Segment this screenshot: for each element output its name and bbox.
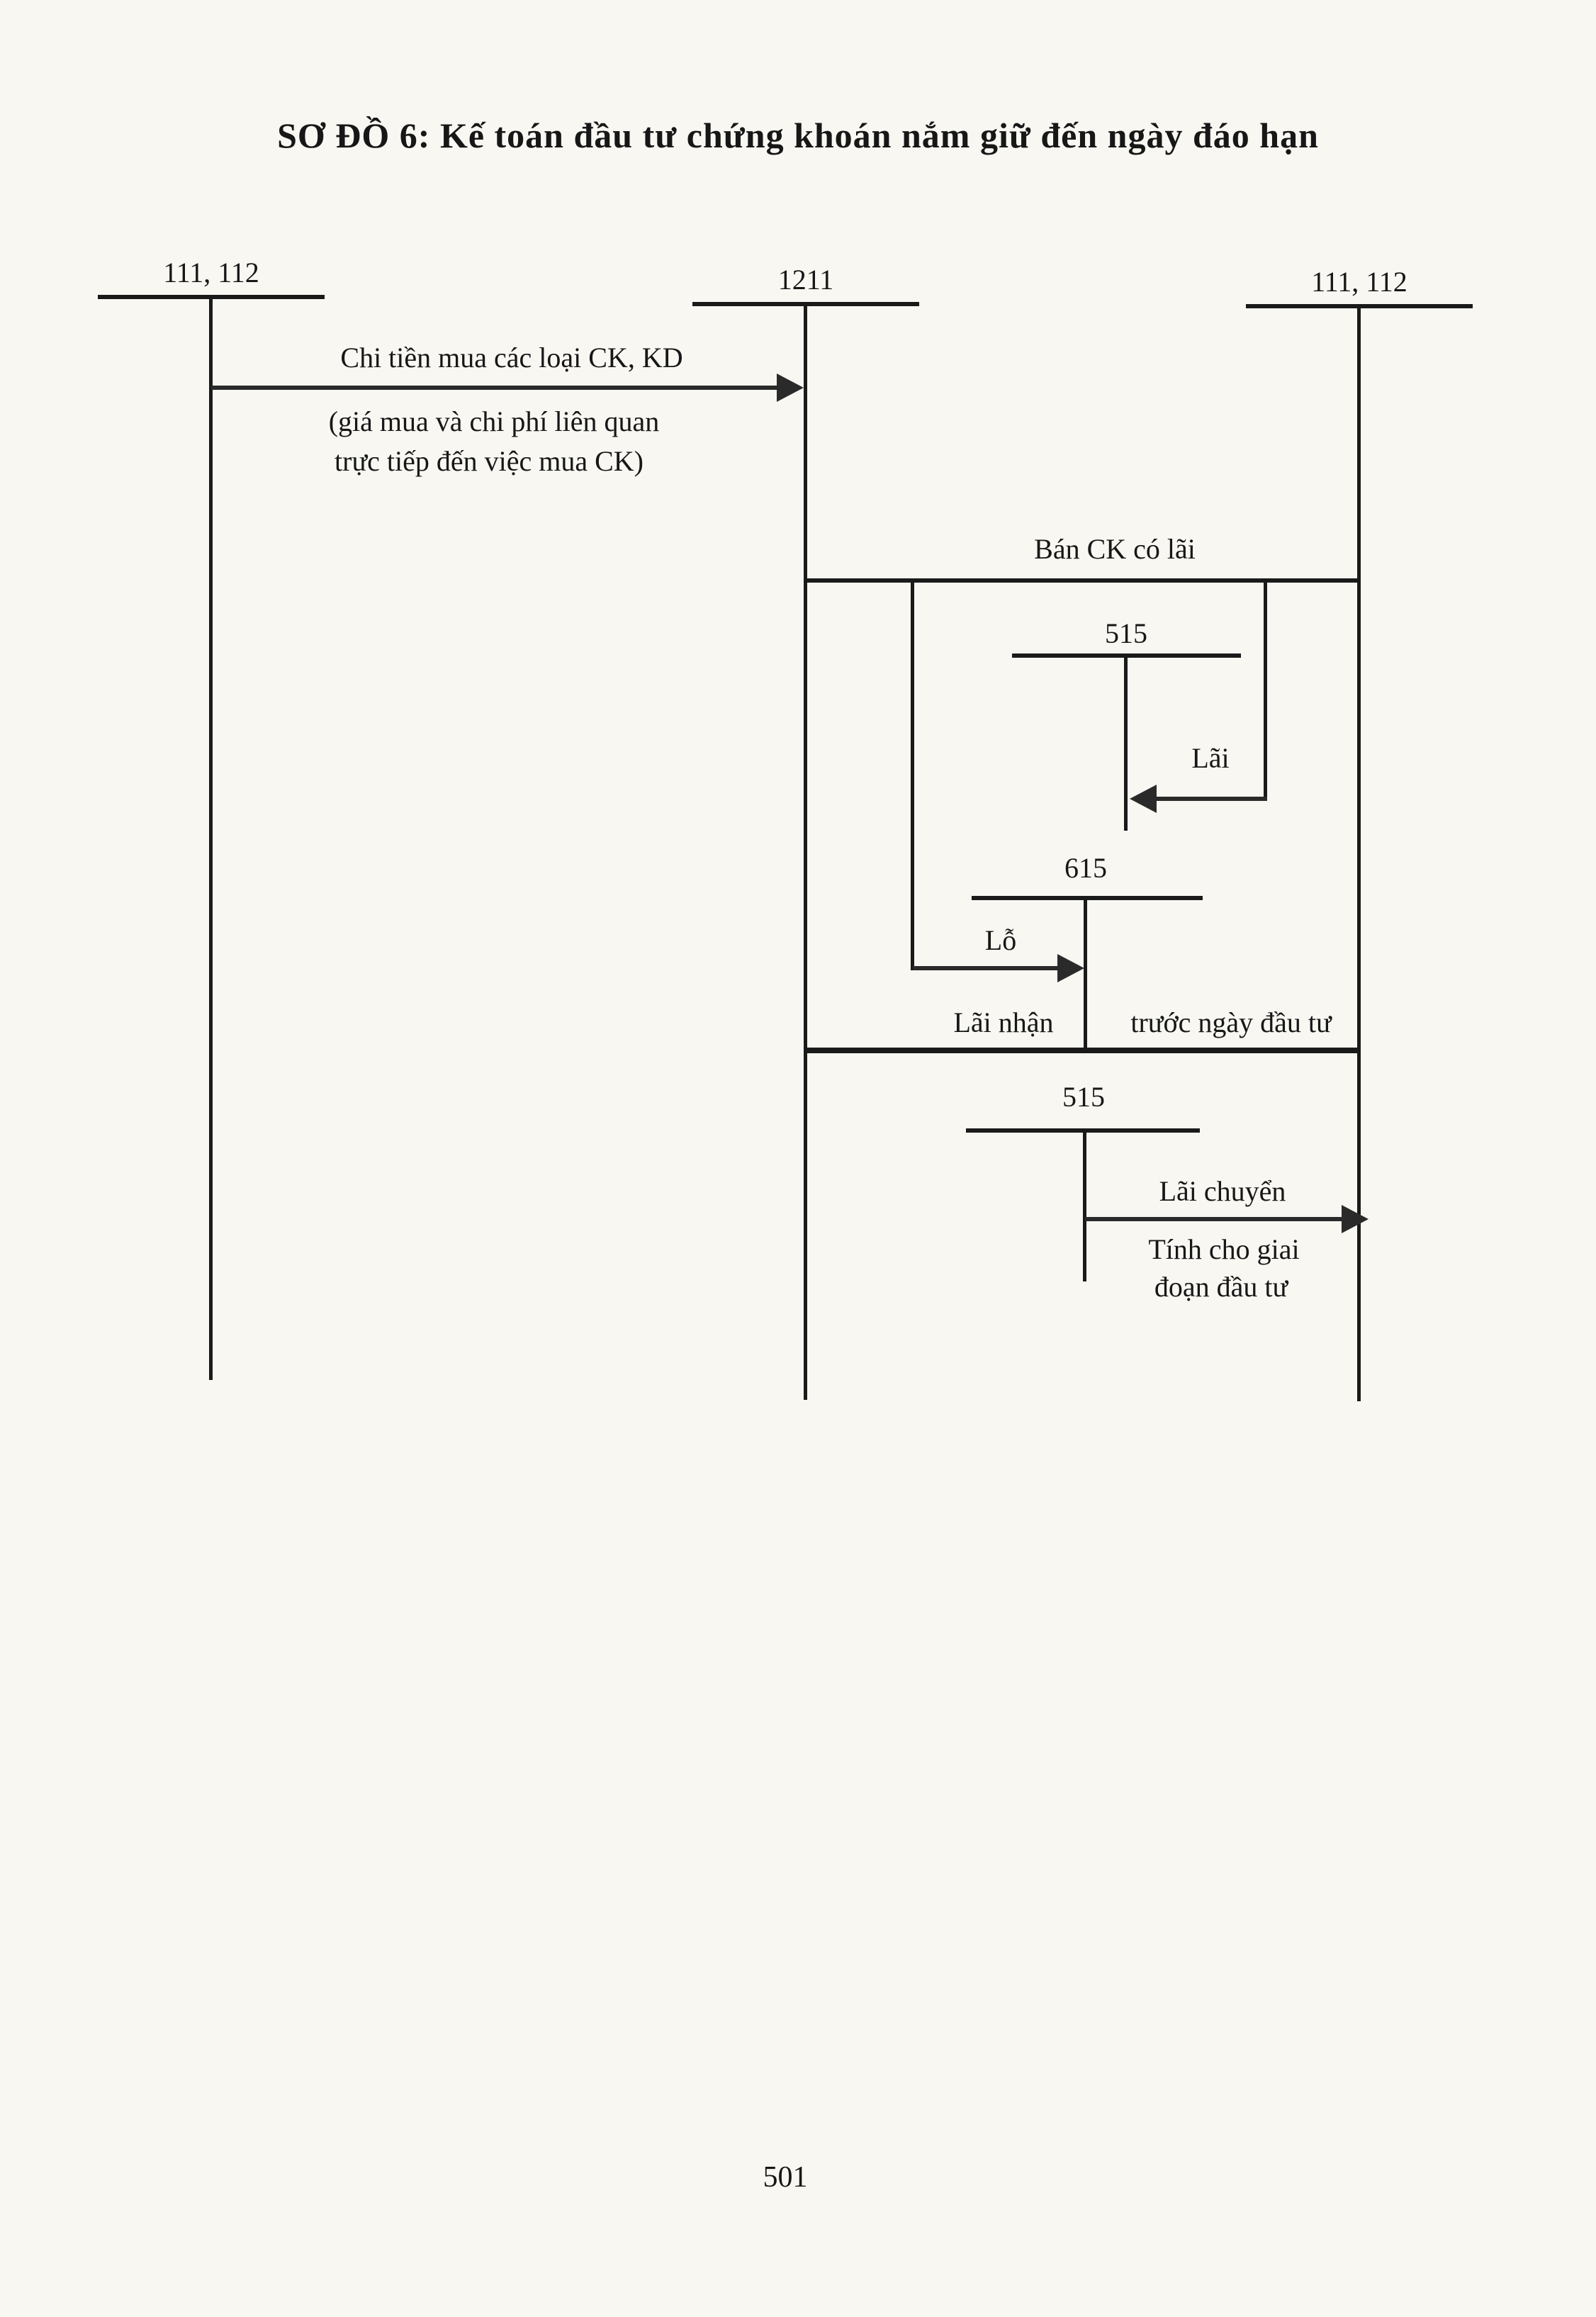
purchase-note-line2: trực tiếp đến việc mua CK) (335, 445, 644, 477)
account-center-vertical-line (804, 302, 807, 1400)
account-515-gain-vertical-line (1124, 653, 1128, 831)
account-right-vertical-line (1357, 304, 1361, 1401)
account-515-transfer-vertical-line (1083, 1128, 1086, 1281)
sale-flow-label: Bán CK có lãi (1034, 533, 1196, 565)
interest-transfer-arrowhead-right-icon (1342, 1205, 1369, 1233)
gain-arrow-shaft (1151, 797, 1267, 801)
loss-arrowhead-right-icon (1057, 954, 1084, 982)
gain-arrowhead-left-icon (1130, 785, 1157, 813)
interest-transfer-note-line1: Tính cho giai (1148, 1233, 1300, 1265)
purchase-flow-label: Chi tiền mua các loại CK, KD (340, 342, 683, 374)
purchase-arrowhead-right-icon (777, 374, 804, 402)
gain-flow-label: Lãi (1191, 742, 1230, 774)
interest-received-divider-line (804, 1048, 1361, 1053)
account-615-loss-label: 615 (1064, 852, 1107, 884)
interest-transfer-label: Lãi chuyển (1159, 1175, 1286, 1207)
account-right-label: 111, 112 (1311, 266, 1407, 298)
purchase-note-line1: (giá mua và chi phí liên quan (328, 405, 660, 437)
interest-received-credit-label: trước ngày đầu tư (1130, 1006, 1332, 1038)
loss-arrow-shaft (913, 966, 1060, 970)
diagram-title: SƠ ĐỒ 6: Kế toán đầu tư chứng khoán nắm giữ đến ngày đáo hạn (277, 116, 1319, 155)
sale-divider-line (804, 578, 1361, 583)
loss-flow-label: Lỗ (984, 924, 1017, 956)
gain-bracket-vertical-line (1264, 578, 1267, 801)
account-left-vertical-line (209, 295, 213, 1380)
purchase-arrow-shaft (211, 386, 782, 390)
account-515-gain-label: 515 (1105, 617, 1147, 649)
account-left-label: 111, 112 (163, 257, 259, 288)
interest-transfer-arrow-shaft (1085, 1217, 1344, 1221)
account-center-label: 1211 (777, 264, 834, 296)
loss-bracket-vertical-line (911, 578, 914, 970)
page-number: 501 (763, 2161, 808, 2194)
interest-received-debit-label: Lãi nhận (953, 1006, 1054, 1038)
account-615-loss-header-line (972, 896, 1203, 900)
account-515-transfer-label: 515 (1062, 1081, 1105, 1113)
interest-transfer-note-line2: đoạn đầu tư (1154, 1271, 1288, 1303)
